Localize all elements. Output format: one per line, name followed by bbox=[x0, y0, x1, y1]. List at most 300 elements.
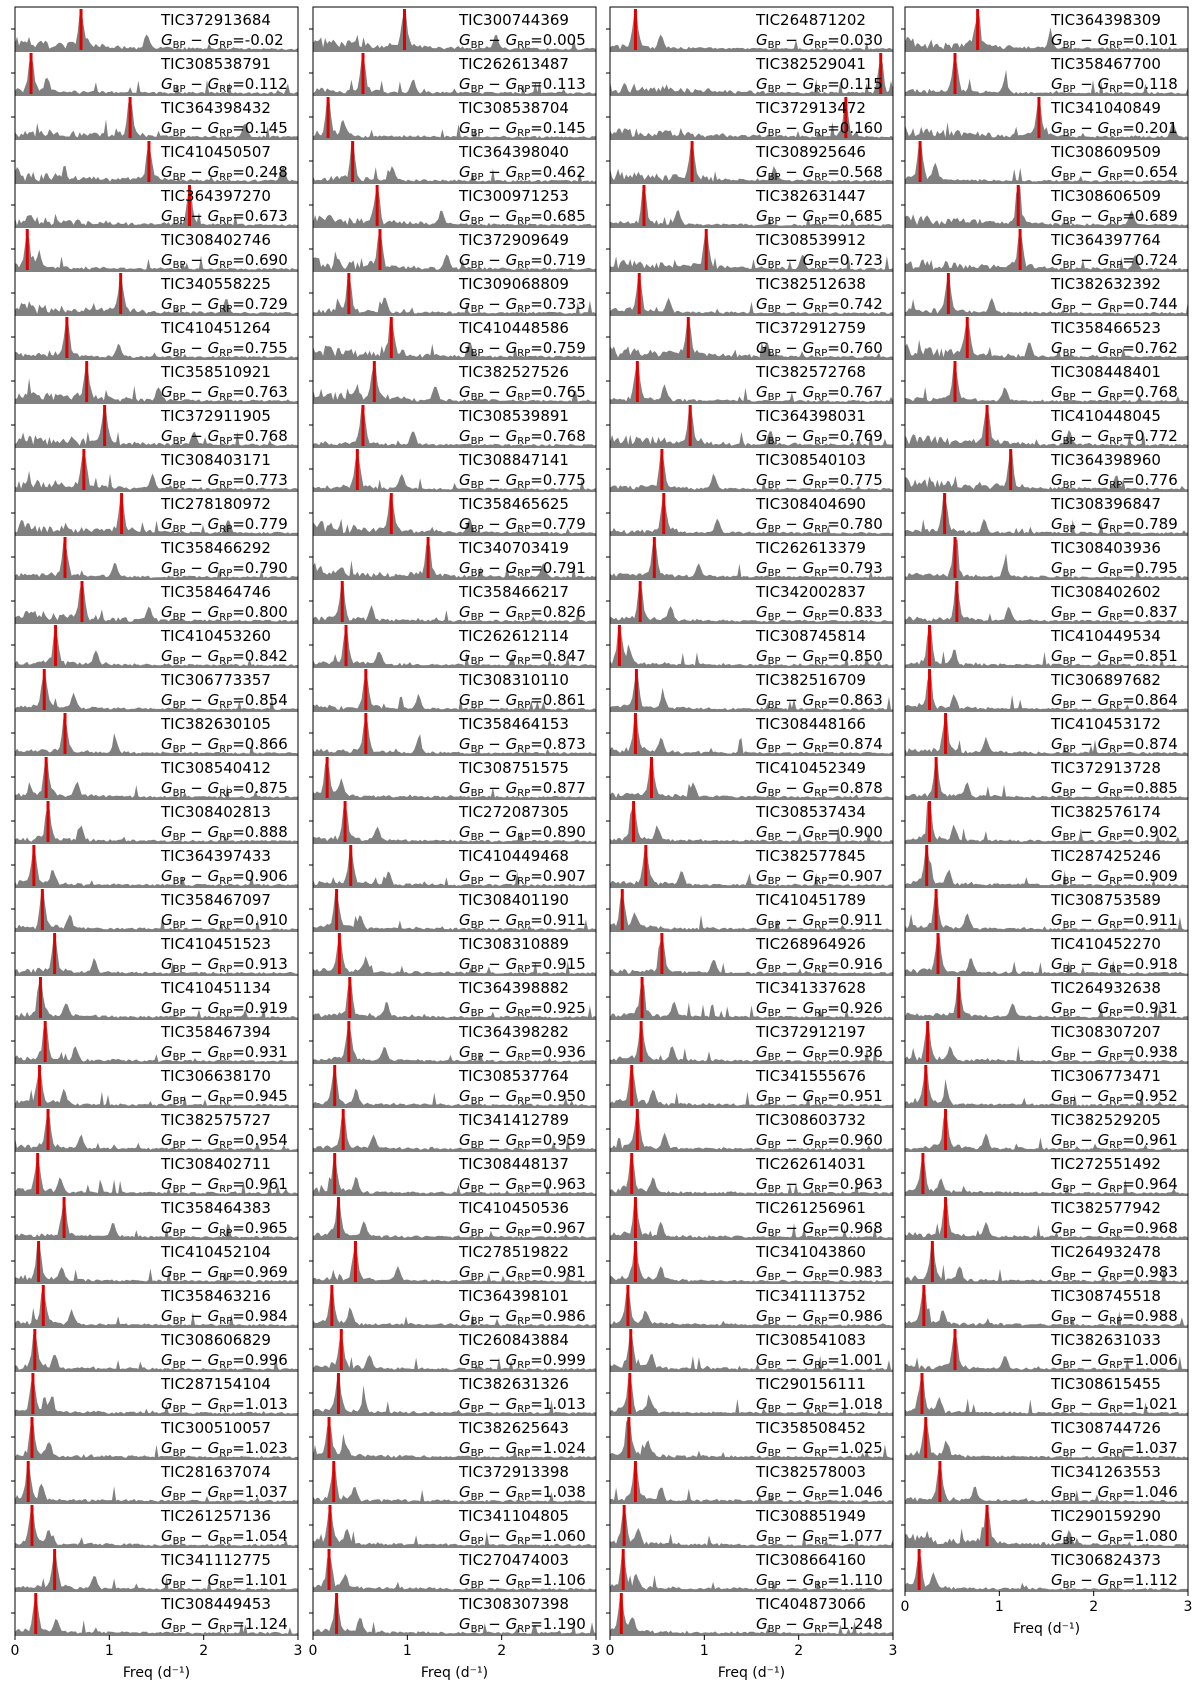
tic-label: TIC382575727 bbox=[161, 1111, 271, 1129]
panel-TIC382572768 bbox=[606, 359, 893, 403]
color-index-label: $G_{BP} - G_{RP}=0.790$ bbox=[161, 559, 288, 579]
tic-label: TIC308403171 bbox=[161, 451, 271, 469]
panel-TIC308402813 bbox=[11, 799, 298, 843]
panel-TIC358464746 bbox=[11, 579, 298, 623]
tic-label: TIC308925646 bbox=[756, 143, 866, 161]
tic-label: TIC358466523 bbox=[1051, 319, 1161, 337]
tic-label: TIC382512638 bbox=[756, 275, 866, 293]
tic-label: TIC410451134 bbox=[161, 979, 271, 997]
panel-TIC340703419 bbox=[309, 535, 596, 579]
panel-TIC372913398 bbox=[309, 1459, 596, 1503]
x-tick-label: 1 bbox=[994, 1599, 1004, 1615]
panel-TIC308537764 bbox=[309, 1063, 596, 1107]
panel-TIC410451523 bbox=[11, 931, 298, 975]
color-index-label: $G_{BP} - G_{RP}=0.160$ bbox=[756, 119, 883, 139]
tic-label: TIC364397433 bbox=[161, 847, 271, 865]
panel-TIC308396847 bbox=[901, 491, 1188, 535]
color-index-label: $G_{BP} - G_{RP}=0.986$ bbox=[756, 1307, 883, 1327]
panel-TIC358463216 bbox=[11, 1283, 298, 1327]
x-tick-label: 0 bbox=[10, 1643, 20, 1659]
tic-label: TIC261256961 bbox=[756, 1199, 866, 1217]
color-index-label: $G_{BP} - G_{RP}=0.719$ bbox=[459, 251, 586, 271]
color-index-label: $G_{BP} - G_{RP}=1.077$ bbox=[756, 1527, 883, 1547]
color-index-label: $G_{BP} - G_{RP}=0.847$ bbox=[459, 647, 586, 667]
color-index-label: $G_{BP} - G_{RP}=1.013$ bbox=[459, 1395, 586, 1415]
panel-TIC308448137 bbox=[309, 1151, 596, 1195]
color-index-label: $G_{BP} - G_{RP}=0.931$ bbox=[161, 1043, 288, 1063]
panel-TIC262614031 bbox=[606, 1151, 893, 1195]
tic-label: TIC410450536 bbox=[459, 1199, 569, 1217]
tic-label: TIC287154104 bbox=[161, 1375, 271, 1393]
tic-label: TIC364397764 bbox=[1051, 231, 1161, 249]
color-index-label: $G_{BP} - G_{RP}=0.999$ bbox=[459, 1351, 586, 1371]
panel-TIC308744726 bbox=[901, 1415, 1188, 1459]
tic-label: TIC308448166 bbox=[756, 715, 866, 733]
tic-label: TIC382578003 bbox=[756, 1463, 866, 1481]
panel-TIC308541083 bbox=[606, 1327, 893, 1371]
color-index-label: $G_{BP} - G_{RP}=0.874$ bbox=[1051, 735, 1178, 755]
panel-TIC358467394 bbox=[11, 1019, 298, 1063]
color-index-label: $G_{BP} - G_{RP}=0.906$ bbox=[161, 867, 288, 887]
color-index-label: $G_{BP} - G_{RP}=0.911$ bbox=[1051, 911, 1178, 931]
panel-TIC372913728 bbox=[901, 755, 1188, 799]
panel-TIC264932478 bbox=[901, 1239, 1188, 1283]
color-index-label: $G_{BP} - G_{RP}=1.080$ bbox=[1051, 1527, 1178, 1547]
tic-label: TIC404873066 bbox=[756, 1595, 866, 1613]
panel-TIC341555676 bbox=[606, 1063, 893, 1107]
color-index-label: $G_{BP} - G_{RP}=0.888$ bbox=[161, 823, 288, 843]
panel-TIC290156111 bbox=[606, 1371, 893, 1415]
color-index-label: $G_{BP} - G_{RP}=0.776$ bbox=[1051, 471, 1178, 491]
tic-label: TIC341040849 bbox=[1051, 99, 1161, 117]
x-tick-label: 3 bbox=[888, 1643, 898, 1659]
tic-label: TIC372909649 bbox=[459, 231, 569, 249]
tic-label: TIC410450507 bbox=[161, 143, 271, 161]
panel-TIC382527526 bbox=[309, 359, 596, 403]
panel-TIC308540103 bbox=[606, 447, 893, 491]
panel-TIC358466217 bbox=[309, 579, 596, 623]
color-index-label: $G_{BP} - G_{RP}=0.911$ bbox=[756, 911, 883, 931]
color-index-label: $G_{BP} - G_{RP}=1.106$ bbox=[459, 1571, 586, 1591]
color-index-label: $G_{BP} - G_{RP}=0.779$ bbox=[459, 515, 586, 535]
panel-TIC261256961 bbox=[606, 1195, 893, 1239]
tic-label: TIC308402602 bbox=[1051, 583, 1161, 601]
color-index-label: $G_{BP} - G_{RP}=0.769$ bbox=[756, 427, 883, 447]
panel-TIC382632392 bbox=[901, 271, 1188, 315]
tic-label: TIC340703419 bbox=[459, 539, 569, 557]
panel-TIC364398960 bbox=[901, 447, 1188, 491]
tic-label: TIC308403936 bbox=[1051, 539, 1161, 557]
color-index-label: $G_{BP} - G_{RP}=1.038$ bbox=[459, 1483, 586, 1503]
panel-TIC308751575 bbox=[309, 755, 596, 799]
color-index-label: $G_{BP} - G_{RP}=0.931$ bbox=[1051, 999, 1178, 1019]
color-index-label: $G_{BP} - G_{RP}=1.124$ bbox=[161, 1615, 288, 1635]
panel-TIC264932638 bbox=[901, 975, 1188, 1019]
color-index-label: $G_{BP} - G_{RP}=0.779$ bbox=[161, 515, 288, 535]
color-index-label: $G_{BP} - G_{RP}=0.863$ bbox=[756, 691, 883, 711]
tic-label: TIC309068809 bbox=[459, 275, 569, 293]
color-index-label: $G_{BP} - G_{RP}=0.961$ bbox=[1051, 1131, 1178, 1151]
panel-TIC308603732 bbox=[606, 1107, 893, 1151]
tic-label: TIC308401190 bbox=[459, 891, 569, 909]
panel-TIC300971253 bbox=[309, 183, 596, 227]
panel-TIC410453260 bbox=[11, 623, 298, 667]
x-tick-label: 2 bbox=[199, 1643, 209, 1659]
panel-TIC308402602 bbox=[901, 579, 1188, 623]
x-axis-label: Freq (d⁻¹) bbox=[717, 1665, 786, 1681]
tic-label: TIC382529205 bbox=[1051, 1111, 1161, 1129]
panel-TIC264871202 bbox=[606, 7, 893, 51]
tic-label: TIC382572768 bbox=[756, 363, 866, 381]
tic-label: TIC410451264 bbox=[161, 319, 271, 337]
panel-TIC341112775 bbox=[11, 1547, 298, 1591]
panel-TIC278180972 bbox=[11, 491, 298, 535]
panel-TIC308851949 bbox=[606, 1503, 893, 1547]
color-index-label: $G_{BP} - G_{RP}=1.054$ bbox=[161, 1527, 288, 1547]
tic-label: TIC358508452 bbox=[756, 1419, 866, 1437]
panel-TIC308609509 bbox=[901, 139, 1188, 183]
color-index-label: $G_{BP} - G_{RP}=0.654$ bbox=[1051, 163, 1178, 183]
panel-TIC272551492 bbox=[901, 1151, 1188, 1195]
panel-TIC410451134 bbox=[11, 975, 298, 1019]
tic-label: TIC300510057 bbox=[161, 1419, 271, 1437]
color-index-label: $G_{BP} - G_{RP}=1.046$ bbox=[1051, 1483, 1178, 1503]
color-index-label: $G_{BP} - G_{RP}=0.861$ bbox=[459, 691, 586, 711]
panel-TIC308401190 bbox=[309, 887, 596, 931]
color-index-label: $G_{BP} - G_{RP}=1.060$ bbox=[459, 1527, 586, 1547]
color-index-label: $G_{BP} - G_{RP}=0.795$ bbox=[1051, 559, 1178, 579]
panel-TIC364398309 bbox=[901, 7, 1188, 51]
panel-TIC308615455 bbox=[901, 1371, 1188, 1415]
color-index-label: $G_{BP} - G_{RP}=1.248$ bbox=[756, 1615, 883, 1635]
color-index-label: $G_{BP} - G_{RP}=0.959$ bbox=[459, 1131, 586, 1151]
panel-TIC287154104 bbox=[11, 1371, 298, 1415]
panel-TIC364397270 bbox=[11, 183, 298, 227]
color-index-label: $G_{BP} - G_{RP}=1.025$ bbox=[756, 1439, 883, 1459]
panel-TIC382529205 bbox=[901, 1107, 1188, 1151]
tic-label: TIC358464746 bbox=[161, 583, 271, 601]
tic-label: TIC372913472 bbox=[756, 99, 866, 117]
panel-TIC382630105 bbox=[11, 711, 298, 755]
color-index-label: $G_{BP} - G_{RP}=0.873$ bbox=[459, 735, 586, 755]
tic-label: TIC342002837 bbox=[756, 583, 866, 601]
panel-TIC372912759 bbox=[606, 315, 893, 359]
color-index-label: $G_{BP} - G_{RP}=1.006$ bbox=[1051, 1351, 1178, 1371]
color-index-label: $G_{BP} - G_{RP}=0.763$ bbox=[161, 383, 288, 403]
color-index-label: $G_{BP} - G_{RP}=1.112$ bbox=[1051, 1571, 1178, 1591]
color-index-label: $G_{BP} - G_{RP}=1.023$ bbox=[161, 1439, 288, 1459]
color-index-label: $G_{BP} - G_{RP}=0.724$ bbox=[1051, 251, 1178, 271]
color-index-label: $G_{BP} - G_{RP}=0.915$ bbox=[459, 955, 586, 975]
color-index-label: $G_{BP} - G_{RP}=0.765$ bbox=[459, 383, 586, 403]
color-index-label: $G_{BP} - G_{RP}=0.768$ bbox=[161, 427, 288, 447]
panel-TIC382631447 bbox=[606, 183, 893, 227]
x-tick-label: 3 bbox=[293, 1643, 303, 1659]
panel-TIC372912197 bbox=[606, 1019, 893, 1063]
color-index-label: $G_{BP} - G_{RP}=0.963$ bbox=[459, 1175, 586, 1195]
x-tick-label: 3 bbox=[591, 1643, 601, 1659]
panel-TIC308538791 bbox=[11, 51, 298, 95]
panel-TIC410449534 bbox=[901, 623, 1188, 667]
tic-label: TIC382516709 bbox=[756, 671, 866, 689]
color-index-label: $G_{BP} - G_{RP}=0.826$ bbox=[459, 603, 586, 623]
tic-label: TIC410449468 bbox=[459, 847, 569, 865]
color-index-label: $G_{BP} - G_{RP}=0.907$ bbox=[459, 867, 586, 887]
color-index-label: $G_{BP} - G_{RP}=0.145$ bbox=[161, 119, 288, 139]
color-index-label: $G_{BP} - G_{RP}=0.960$ bbox=[756, 1131, 883, 1151]
tic-label: TIC261257136 bbox=[161, 1507, 271, 1525]
tic-label: TIC308615455 bbox=[1051, 1375, 1161, 1393]
tic-label: TIC358463216 bbox=[161, 1287, 271, 1305]
tic-label: TIC364397270 bbox=[161, 187, 271, 205]
panel-TIC410449468 bbox=[309, 843, 596, 887]
panel-TIC358510921 bbox=[11, 359, 298, 403]
tic-label: TIC364398432 bbox=[161, 99, 271, 117]
color-index-label: $G_{BP} - G_{RP}=0.954$ bbox=[161, 1131, 288, 1151]
panel-TIC308539891 bbox=[309, 403, 596, 447]
tic-label: TIC262613379 bbox=[756, 539, 866, 557]
tic-label: TIC364398882 bbox=[459, 979, 569, 997]
tic-label: TIC410451789 bbox=[756, 891, 866, 909]
tic-label: TIC262612114 bbox=[459, 627, 569, 645]
panel-TIC358508452 bbox=[606, 1415, 893, 1459]
color-index-label: $G_{BP} - G_{RP}=0.755$ bbox=[161, 339, 288, 359]
color-index-label: $G_{BP} - G_{RP}=0.685$ bbox=[756, 207, 883, 227]
panel-TIC410452349 bbox=[606, 755, 893, 799]
tic-label: TIC308744726 bbox=[1051, 1419, 1161, 1437]
tic-label: TIC308664160 bbox=[756, 1551, 866, 1569]
x-tick-label: 1 bbox=[402, 1643, 412, 1659]
panel-TIC372913684 bbox=[11, 7, 298, 51]
panel-TIC382577845 bbox=[606, 843, 893, 887]
tic-label: TIC308307207 bbox=[1051, 1023, 1161, 1041]
tic-label: TIC308603732 bbox=[756, 1111, 866, 1129]
panel-TIC364397764 bbox=[901, 227, 1188, 271]
tic-label: TIC410448586 bbox=[459, 319, 569, 337]
tic-label: TIC308606829 bbox=[161, 1331, 271, 1349]
color-index-label: $G_{BP} - G_{RP}=0.101$ bbox=[1051, 31, 1178, 51]
panel-TIC382576174 bbox=[901, 799, 1188, 843]
color-index-label: $G_{BP} - G_{RP}=0.760$ bbox=[756, 339, 883, 359]
color-index-label: $G_{BP} - G_{RP}=0.996$ bbox=[161, 1351, 288, 1371]
panel-TIC410450507 bbox=[11, 139, 298, 183]
tic-label: TIC372913684 bbox=[161, 11, 271, 29]
tic-label: TIC382527526 bbox=[459, 363, 569, 381]
color-index-label: $G_{BP} - G_{RP}=0.744$ bbox=[1051, 295, 1178, 315]
x-tick-label: 0 bbox=[900, 1599, 910, 1615]
color-index-label: $G_{BP} - G_{RP}=0.864$ bbox=[1051, 691, 1178, 711]
color-index-label: $G_{BP} - G_{RP}=0.780$ bbox=[756, 515, 883, 535]
color-index-label: $G_{BP} - G_{RP}=0.833$ bbox=[756, 603, 883, 623]
tic-label: TIC300971253 bbox=[459, 187, 569, 205]
column-2 bbox=[309, 7, 601, 1681]
tic-label: TIC358467394 bbox=[161, 1023, 271, 1041]
color-index-label: $G_{BP} - G_{RP}=1.013$ bbox=[161, 1395, 288, 1415]
color-index-label: $G_{BP} - G_{RP}=0.938$ bbox=[1051, 1043, 1178, 1063]
tic-label: TIC382529041 bbox=[756, 55, 866, 73]
color-index-label: $G_{BP} - G_{RP}=0.793$ bbox=[756, 559, 883, 579]
panel-TIC287425246 bbox=[901, 843, 1188, 887]
color-index-label: $G_{BP} - G_{RP}=0.984$ bbox=[161, 1307, 288, 1327]
panel-TIC364398882 bbox=[309, 975, 596, 1019]
panel-TIC382575727 bbox=[11, 1107, 298, 1151]
tic-label: TIC306773357 bbox=[161, 671, 271, 689]
panel-TIC358467097 bbox=[11, 887, 298, 931]
color-index-label: $G_{BP} - G_{RP}=0.910$ bbox=[161, 911, 288, 931]
panel-TIC262612114 bbox=[309, 623, 596, 667]
color-index-label: $G_{BP} - G_{RP}=1.190$ bbox=[459, 1615, 586, 1635]
panel-TIC382631326 bbox=[309, 1371, 596, 1415]
tic-label: TIC308310110 bbox=[459, 671, 569, 689]
tic-label: TIC410448045 bbox=[1051, 407, 1161, 425]
tic-label: TIC262614031 bbox=[756, 1155, 866, 1173]
tic-label: TIC410449534 bbox=[1051, 627, 1161, 645]
panel-TIC341412789 bbox=[309, 1107, 596, 1151]
color-index-label: $G_{BP} - G_{RP}=1.110$ bbox=[756, 1571, 883, 1591]
tic-label: TIC341263553 bbox=[1051, 1463, 1161, 1481]
column-1 bbox=[11, 7, 303, 1681]
color-index-label: $G_{BP} - G_{RP}=0.981$ bbox=[459, 1263, 586, 1283]
color-index-label: $G_{BP} - G_{RP}=0.030$ bbox=[756, 31, 883, 51]
color-index-label: $G_{BP} - G_{RP}=0.772$ bbox=[1051, 427, 1178, 447]
panel-TIC308402746 bbox=[11, 227, 298, 271]
color-index-label: $G_{BP} - G_{RP}=0.967$ bbox=[459, 1219, 586, 1239]
color-index-label: $G_{BP} - G_{RP}=0.874$ bbox=[756, 735, 883, 755]
tic-label: TIC382632392 bbox=[1051, 275, 1161, 293]
panel-TIC358465625 bbox=[309, 491, 596, 535]
color-index-label: $G_{BP} - G_{RP}=1.018$ bbox=[756, 1395, 883, 1415]
panel-TIC306638170 bbox=[11, 1063, 298, 1107]
color-index-label: $G_{BP} - G_{RP}=0.800$ bbox=[161, 603, 288, 623]
tic-label: TIC382631033 bbox=[1051, 1331, 1161, 1349]
tic-label: TIC290159290 bbox=[1051, 1507, 1161, 1525]
color-index-label: $G_{BP} - G_{RP}=1.037$ bbox=[1051, 1439, 1178, 1459]
panel-TIC308448401 bbox=[901, 359, 1188, 403]
color-index-label: $G_{BP} - G_{RP}=0.911$ bbox=[459, 911, 586, 931]
tic-label: TIC358464383 bbox=[161, 1199, 271, 1217]
tic-label: TIC308540412 bbox=[161, 759, 271, 777]
panel-TIC410451789 bbox=[606, 887, 893, 931]
color-index-label: $G_{BP} - G_{RP}=0.005$ bbox=[459, 31, 586, 51]
color-index-label: $G_{BP} - G_{RP}=0.918$ bbox=[1051, 955, 1178, 975]
tic-label: TIC382630105 bbox=[161, 715, 271, 733]
color-index-label: $G_{BP} - G_{RP}=1.001$ bbox=[756, 1351, 883, 1371]
tic-label: TIC308537764 bbox=[459, 1067, 569, 1085]
panel-TIC308745814 bbox=[606, 623, 893, 667]
tic-label: TIC308449453 bbox=[161, 1595, 271, 1613]
panel-TIC410448045 bbox=[901, 403, 1188, 447]
tic-label: TIC281637074 bbox=[161, 1463, 271, 1481]
tic-label: TIC308751575 bbox=[459, 759, 569, 777]
tic-label: TIC308606509 bbox=[1051, 187, 1161, 205]
x-tick-label: 2 bbox=[497, 1643, 507, 1659]
panel-TIC278519822 bbox=[309, 1239, 596, 1283]
tic-label: TIC272551492 bbox=[1051, 1155, 1161, 1173]
color-index-label: $G_{BP} - G_{RP}=0.768$ bbox=[459, 427, 586, 447]
panel-TIC410453172 bbox=[901, 711, 1188, 755]
color-index-label: $G_{BP} - G_{RP}=0.902$ bbox=[1051, 823, 1178, 843]
color-index-label: $G_{BP} - G_{RP}=0.890$ bbox=[459, 823, 586, 843]
color-index-label: $G_{BP} - G_{RP}=0.950$ bbox=[459, 1087, 586, 1107]
color-index-label: $G_{BP} - G_{RP}=0.742$ bbox=[756, 295, 883, 315]
panel-TIC308745518 bbox=[901, 1283, 1188, 1327]
tic-label: TIC364398309 bbox=[1051, 11, 1161, 29]
tic-label: TIC308448137 bbox=[459, 1155, 569, 1173]
x-axis bbox=[606, 1635, 898, 1681]
panel-TIC364398432 bbox=[11, 95, 298, 139]
panel-TIC410451264 bbox=[11, 315, 298, 359]
tic-label: TIC268964926 bbox=[756, 935, 866, 953]
x-tick-label: 0 bbox=[308, 1643, 318, 1659]
tic-label: TIC364398040 bbox=[459, 143, 569, 161]
color-index-label: $G_{BP} - G_{RP}=0.115$ bbox=[756, 75, 883, 95]
tic-label: TIC382576174 bbox=[1051, 803, 1161, 821]
panel-TIC308403936 bbox=[901, 535, 1188, 579]
color-index-label: $G_{BP} - G_{RP}=0.916$ bbox=[756, 955, 883, 975]
tic-label: TIC410452349 bbox=[756, 759, 866, 777]
color-index-label: $G_{BP} - G_{RP}=0.909$ bbox=[1051, 867, 1178, 887]
x-axis bbox=[11, 1635, 303, 1681]
tic-label: TIC358466217 bbox=[459, 583, 569, 601]
panel-TIC341337628 bbox=[606, 975, 893, 1019]
color-index-label: $G_{BP} - G_{RP}=-0.02$ bbox=[161, 31, 284, 51]
color-index-label: $G_{BP} - G_{RP}=0.837$ bbox=[1051, 603, 1178, 623]
tic-label: TIC341112775 bbox=[161, 1551, 271, 1569]
panel-TIC372911905 bbox=[11, 403, 298, 447]
x-axis bbox=[309, 1635, 601, 1681]
color-index-label: $G_{BP} - G_{RP}=0.729$ bbox=[161, 295, 288, 315]
tic-label: TIC308847141 bbox=[459, 451, 569, 469]
panel-TIC308307207 bbox=[901, 1019, 1188, 1063]
tic-label: TIC272087305 bbox=[459, 803, 569, 821]
panel-TIC309068809 bbox=[309, 271, 596, 315]
tic-label: TIC382631326 bbox=[459, 1375, 569, 1393]
panel-TIC308847141 bbox=[309, 447, 596, 491]
tic-label: TIC410452104 bbox=[161, 1243, 271, 1261]
tic-label: TIC358467097 bbox=[161, 891, 271, 909]
tic-label: TIC308307398 bbox=[459, 1595, 569, 1613]
panel-TIC308539912 bbox=[606, 227, 893, 271]
x-tick-label: 1 bbox=[699, 1643, 709, 1659]
tic-label: TIC410453260 bbox=[161, 627, 271, 645]
color-index-label: $G_{BP} - G_{RP}=0.773$ bbox=[161, 471, 288, 491]
panel-TIC290159290 bbox=[901, 1503, 1188, 1547]
tic-label: TIC308745518 bbox=[1051, 1287, 1161, 1305]
tic-label: TIC372912197 bbox=[756, 1023, 866, 1041]
tic-label: TIC308538704 bbox=[459, 99, 569, 117]
color-index-label: $G_{BP} - G_{RP}=0.248$ bbox=[161, 163, 288, 183]
color-index-label: $G_{BP} - G_{RP}=0.689$ bbox=[1051, 207, 1178, 227]
tic-label: TIC308609509 bbox=[1051, 143, 1161, 161]
tic-label: TIC364398960 bbox=[1051, 451, 1161, 469]
tic-label: TIC306897682 bbox=[1051, 671, 1161, 689]
panel-TIC382578003 bbox=[606, 1459, 893, 1503]
panel-TIC382631033 bbox=[901, 1327, 1188, 1371]
tic-label: TIC278519822 bbox=[459, 1243, 569, 1261]
color-index-label: $G_{BP} - G_{RP}=0.961$ bbox=[161, 1175, 288, 1195]
panel-TIC308537434 bbox=[606, 799, 893, 843]
color-index-label: $G_{BP} - G_{RP}=0.983$ bbox=[756, 1263, 883, 1283]
tic-label: TIC341412789 bbox=[459, 1111, 569, 1129]
color-index-label: $G_{BP} - G_{RP}=0.789$ bbox=[1051, 515, 1178, 535]
panel-TIC364398040 bbox=[309, 139, 596, 183]
panel-TIC300744369 bbox=[309, 7, 596, 51]
color-index-label: $G_{BP} - G_{RP}=0.842$ bbox=[161, 647, 288, 667]
panel-TIC358464383 bbox=[11, 1195, 298, 1239]
panel-TIC358466523 bbox=[901, 315, 1188, 359]
color-index-label: $G_{BP} - G_{RP}=0.969$ bbox=[161, 1263, 288, 1283]
panel-TIC308753589 bbox=[901, 887, 1188, 931]
